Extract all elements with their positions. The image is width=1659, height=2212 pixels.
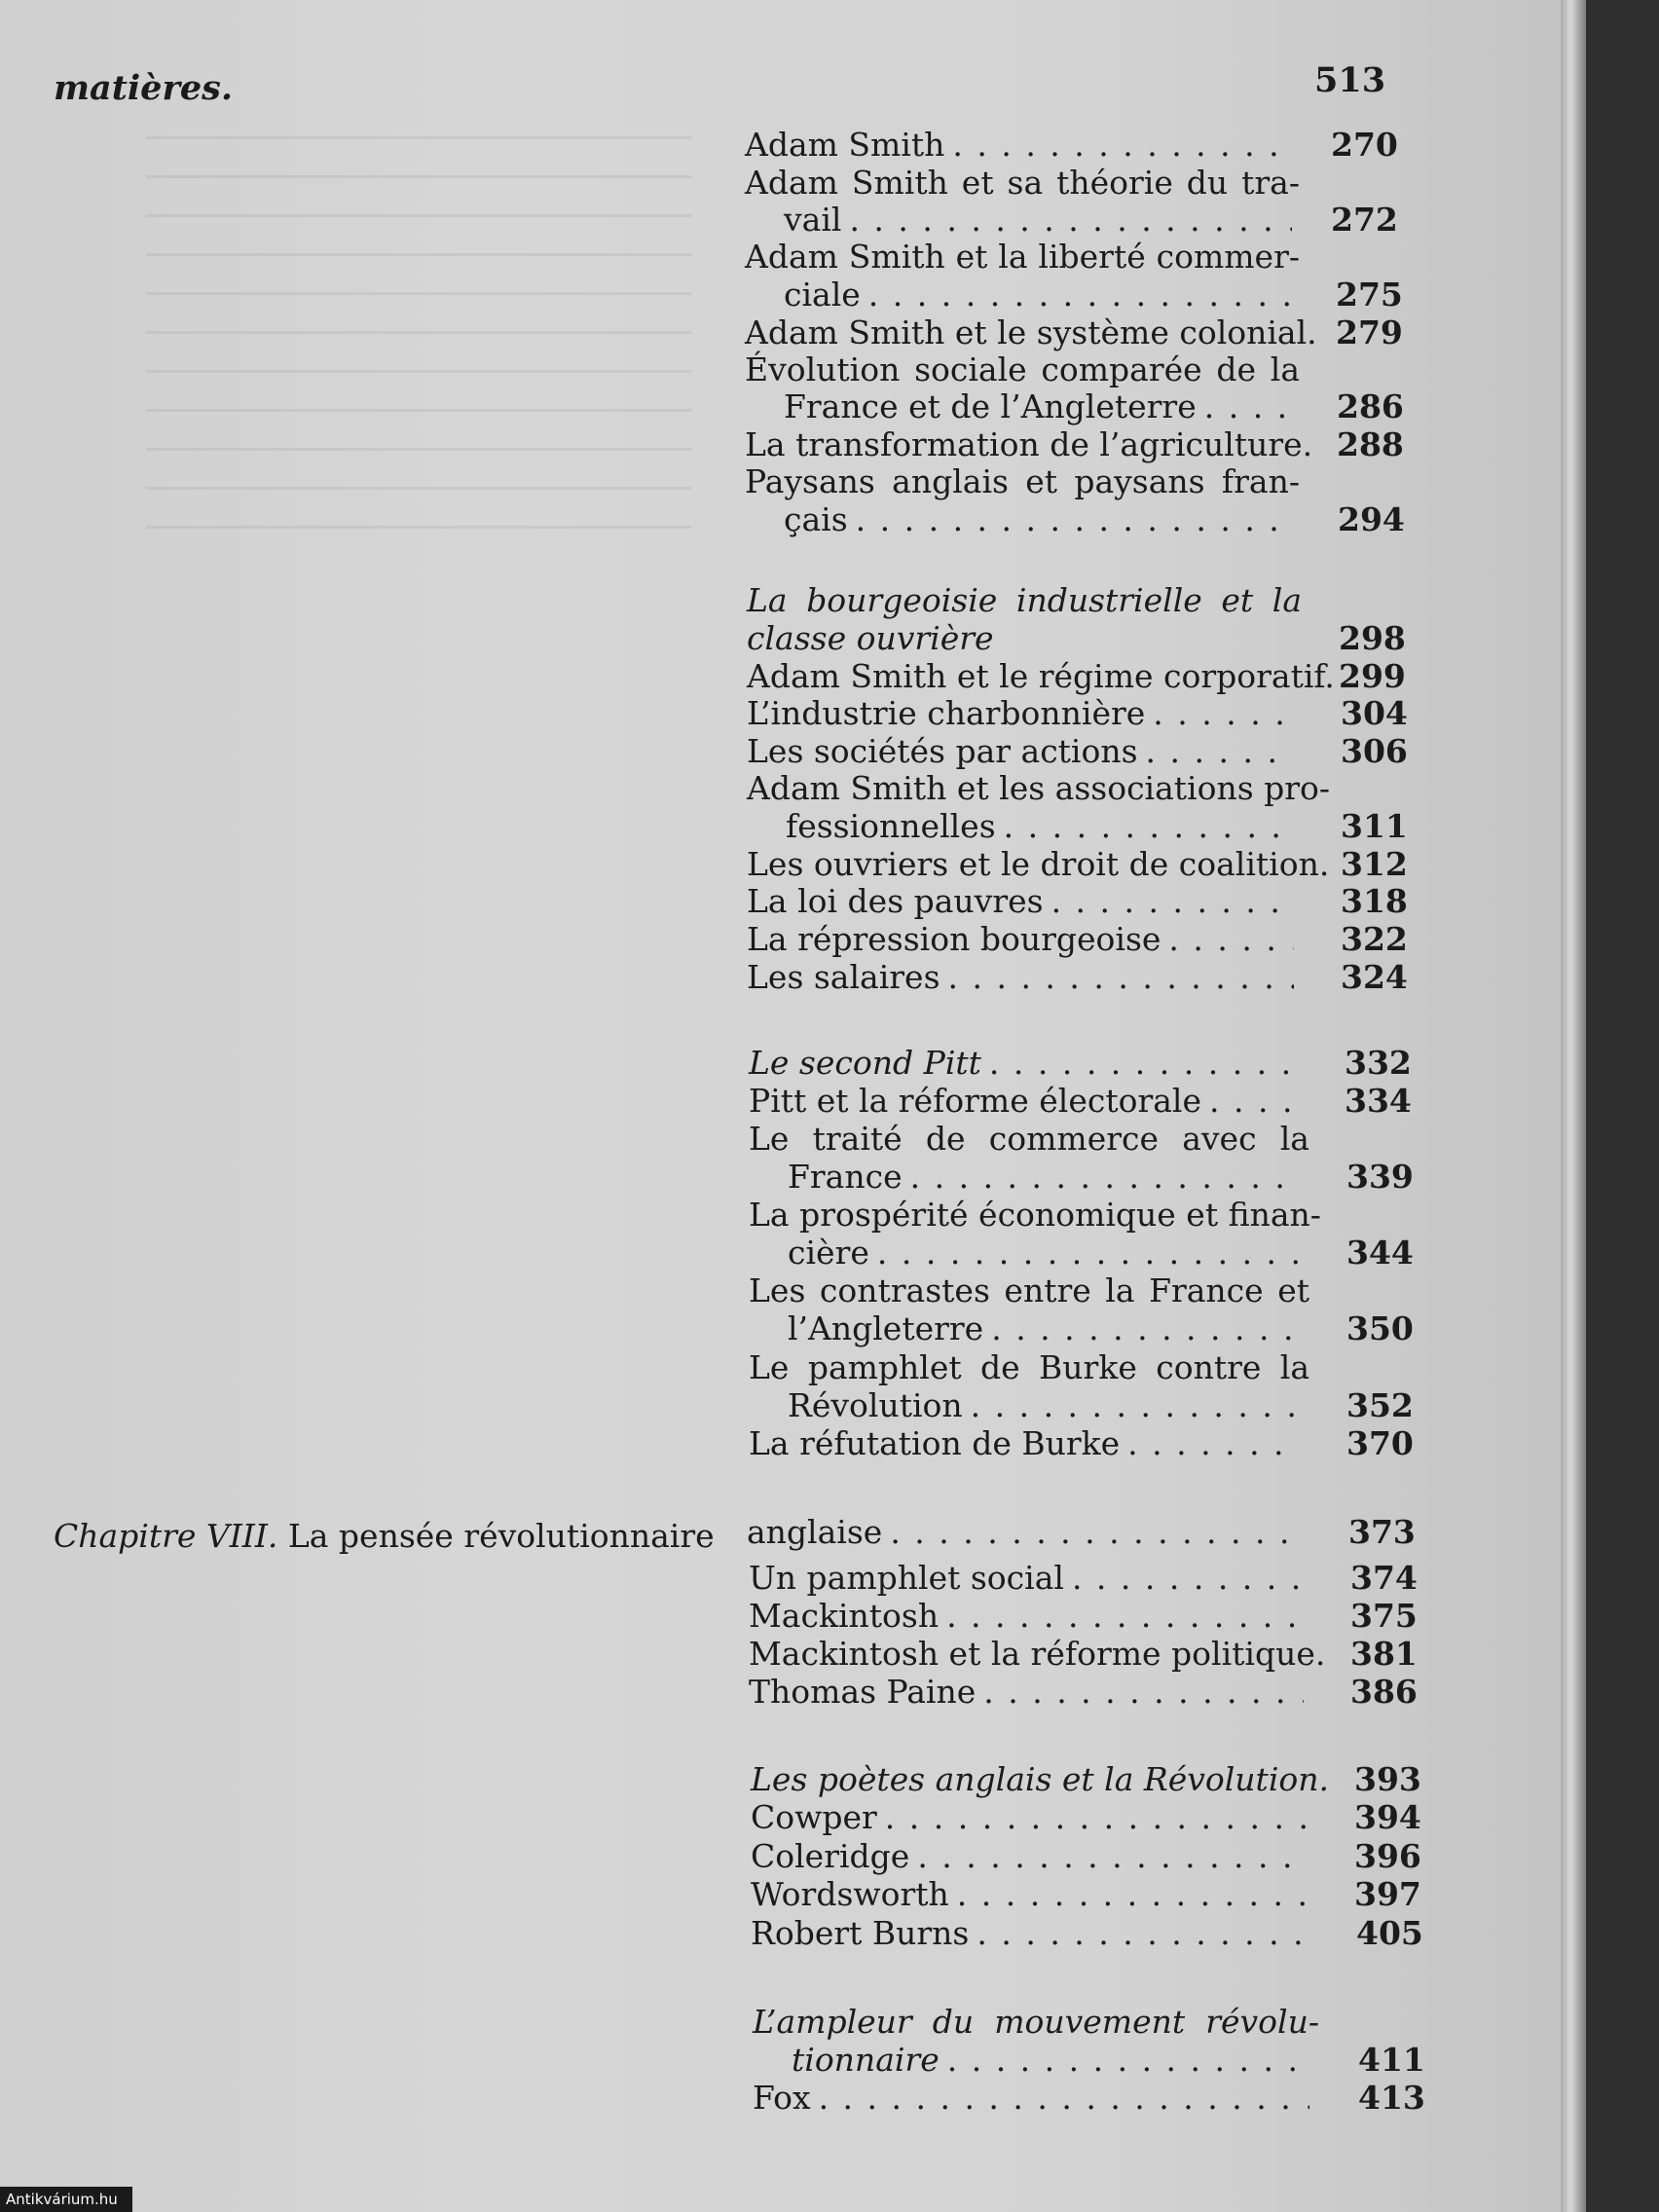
toc-entry-line1: Adam Smith et la liberté commer- <box>745 238 1300 276</box>
toc-entry: Adam Smith . . . 270 <box>745 126 1300 164</box>
chapter-title: La pensée révolutionnaire <box>287 1517 715 1555</box>
toc-entry: Adam Smith et le régime corporatif. 299 <box>747 657 1406 695</box>
toc-entry: Adam Smith et le système colonial. 279 <box>745 313 1403 351</box>
toc-entry: l’Angleterre . . . 350 <box>788 1309 1306 1347</box>
toc-entry: Coleridge . . . 396 <box>751 1837 1315 1875</box>
chapter-heading-end: anglaise . . . 373 <box>747 1513 1309 1551</box>
toc-entry: Wordsworth . . . 397 <box>751 1875 1315 1913</box>
toc-entry: L’industrie charbonnière . . . 304 <box>747 694 1302 732</box>
toc-entry: cière . . . 344 <box>788 1234 1306 1272</box>
toc-entry: çais . . . 294 <box>784 500 1300 538</box>
toc-entry: Thomas Paine . . . 386 <box>749 1673 1311 1711</box>
toc-entry: La répression bourgeoise . . . 322 <box>747 920 1302 958</box>
section-heading: classe ouvrière 298 <box>747 619 1406 657</box>
toc-entry: Les salaires . . . 324 <box>747 958 1302 996</box>
section-heading-line1: La bourgeoisie industrielle et la <box>747 581 1302 619</box>
toc-entry: Mackintosh . . . 375 <box>749 1597 1311 1635</box>
toc-entry: Cowper . . . 394 <box>751 1798 1315 1836</box>
running-header: matières. <box>54 68 234 108</box>
toc-entry: Les sociétés par actions . . . 306 <box>747 732 1302 770</box>
toc-entry: Mackintosh et la réforme politique. 381 <box>749 1635 1418 1673</box>
toc-entry-line1: Évolution sociale comparée de la <box>745 350 1300 388</box>
toc-entry-line1: Le pamphlet de Burke contre la <box>749 1348 1309 1386</box>
page-edge <box>1561 0 1586 2212</box>
section-heading-line1: L’ampleur du mouvement révolu- <box>753 2003 1319 2041</box>
toc-entry-line1: Paysans anglais et paysans fran- <box>745 462 1300 500</box>
toc-entry-line1: Adam Smith et les associations pro- <box>747 769 1331 807</box>
toc-entry: ciale . . . 275 <box>784 276 1300 313</box>
toc-entry-line1: La prospérité économique et finan- <box>749 1196 1321 1234</box>
toc-entry: fessionnelles . . . 311 <box>786 807 1302 845</box>
toc-entry: France et de l’Angleterre . . . 286 <box>784 387 1300 425</box>
toc-entry: Pitt et la réforme électorale . . . 334 <box>749 1082 1306 1120</box>
chapter-label: Chapitre VIII. <box>54 1517 278 1555</box>
toc-entry: La loi des pauvres . . . 318 <box>747 882 1302 920</box>
toc-entry: Un pamphlet social . . . 374 <box>749 1559 1311 1597</box>
page-number: 513 <box>1314 60 1386 100</box>
bleed-through-text <box>146 136 691 545</box>
toc-entry: Robert Burns . . . 405 <box>751 1914 1315 1952</box>
section-heading: Le second Pitt . . . 332 <box>749 1044 1306 1082</box>
section-heading: Les poètes anglais et la Révolution. 393 <box>751 1760 1421 1798</box>
chapter-heading <box>54 1517 715 1555</box>
toc-entry: vail . . . 272 <box>784 201 1300 239</box>
toc-entry-line1: Les contrastes entre la France et <box>749 1272 1309 1309</box>
toc-entry: Les ouvriers et le droit de coalition. 312 <box>747 845 1408 883</box>
toc-entry: Révolution . . . 352 <box>788 1386 1306 1424</box>
toc-entry: La réfutation de Burke . . . 370 <box>749 1424 1306 1462</box>
toc-entry-line1: Le traité de commerce avec la <box>749 1120 1309 1158</box>
section-heading: tionnaire . . . 411 <box>792 2041 1317 2079</box>
toc-entry-line1: Adam Smith et sa théorie du tra- <box>745 164 1300 202</box>
toc-entry: Fox . . . 413 <box>753 2079 1317 2117</box>
toc-entry: La transformation de l’agriculture. 288 <box>745 425 1404 463</box>
watermark: Antikvárium.hu <box>0 2187 132 2212</box>
toc-entry: France . . . 339 <box>788 1158 1306 1196</box>
